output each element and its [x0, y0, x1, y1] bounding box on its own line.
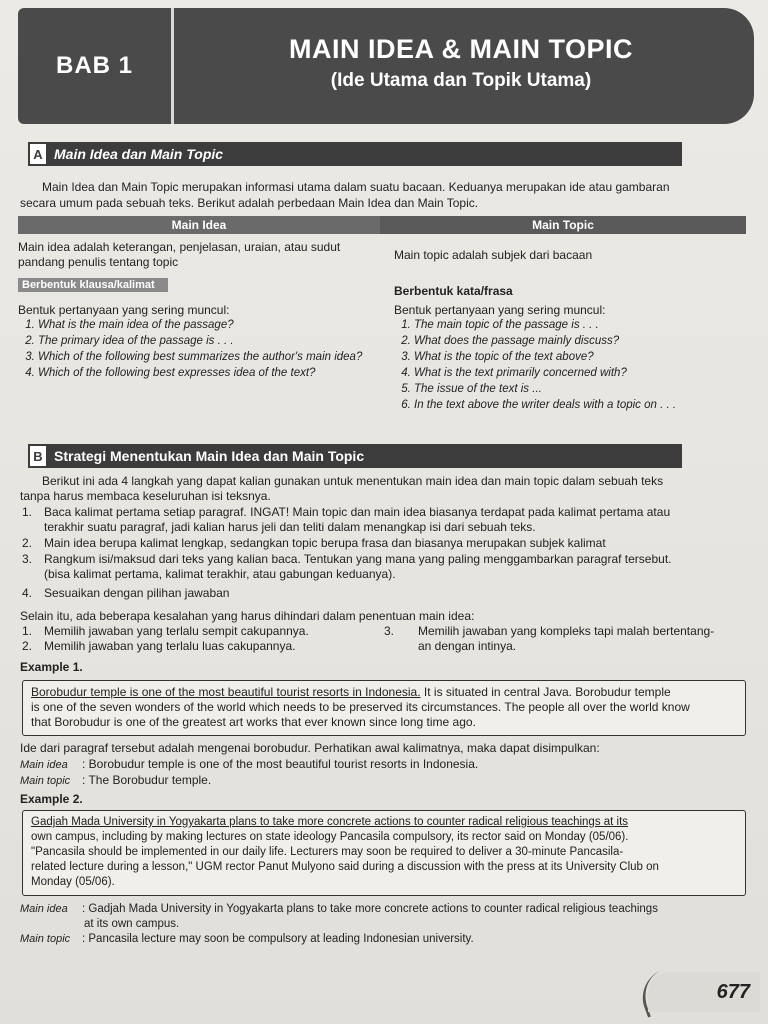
example-2-line-1: Gadjah Mada University in Yogyakarta plans to take more concrete actions to counter radical religious teachings at its	[31, 816, 629, 828]
example-1-box	[22, 680, 746, 736]
example-2-box	[22, 810, 746, 896]
step-3-line-1: Rangkum isi/maksud dari teks yang kalian baca. Tentukan yang mana yang paling menggambarkan paragraf tersebut.	[44, 552, 672, 566]
def-main-topic: Main topic adalah subjek dari bacaan	[394, 248, 593, 262]
question-item: 5. The issue of the text is ...	[414, 382, 746, 397]
example-2-label: Example 2.	[20, 792, 83, 806]
questions-main-idea	[18, 303, 380, 414]
mistake-3-line-2: an dengan intinya.	[418, 639, 517, 653]
section-a-intro-2: secara umum pada sebuah teks. Berikut adalah perbedaan Main Idea dan Main Topic.	[20, 196, 479, 210]
example-2-main-topic: Main topic : Pancasila lecture may soon be compulsory at leading Indonesian university.	[20, 933, 474, 945]
section-title: Strategi Menentukan Main Idea dan Main Topic	[54, 448, 365, 464]
step-4: Sesuaikan dengan pilihan jawaban	[44, 586, 230, 600]
mistakes-intro: Selain itu, ada beberapa kesalahan yang harus dihindari dalam penentuan main idea:	[20, 609, 475, 623]
section-letter: A	[28, 142, 48, 166]
question-item: 1. What is the main idea of the passage?	[38, 318, 380, 333]
table-head-main-idea: Main Idea	[18, 216, 380, 234]
section-b-header	[28, 444, 682, 468]
question-list-right	[414, 318, 746, 413]
question-item: 4. Which of the following best expresses idea of the text?	[38, 366, 380, 381]
example-2-line-5: Monday (05/06).	[31, 876, 115, 888]
question-item: 3. Which of the following best summarizes the author's main idea?	[38, 350, 380, 365]
mistake-3-line-1: Memilih jawaban yang kompleks tapi malah bertentang-	[418, 624, 715, 638]
section-letter: B	[28, 444, 48, 468]
question-item: 2. The primary idea of the passage is . . .	[38, 334, 380, 349]
table-head-main-topic: Main Topic	[380, 216, 746, 234]
section-a-header	[28, 142, 682, 166]
question-list-left	[38, 318, 380, 381]
form-main-idea: Berbentuk klausa/kalimat	[18, 278, 168, 292]
chapter-banner	[18, 8, 754, 124]
question-item: 4. What is the text primarily concerned with?	[414, 366, 746, 381]
table-row-form	[18, 278, 746, 299]
example-2-main-idea: Main idea : Gadjah Mada University in Yogyakarta plans to take more concrete actions to counter radical religious teachings	[20, 903, 658, 915]
def-main-idea: Main idea adalah keterangan, penjelasan, uraian, atau sudut pandang penulis tentang topic	[18, 240, 341, 269]
example-2-main-idea-cont: at its own campus.	[84, 918, 180, 930]
table-row-questions	[18, 303, 746, 414]
step-1-line-2: terakhir suatu paragraf, jadi kalian harus jeli dan teliti dalam menangkap isi dari sebuah teks.	[44, 520, 536, 534]
section-b-intro-2: tanpa harus membaca keseluruhan isi teksnya.	[20, 489, 271, 503]
question-item: 2. What does the passage mainly discuss?	[414, 334, 746, 349]
chapter-subtitle: (Ide Utama dan Topik Utama)	[330, 70, 592, 91]
textbook-page: BAB 1 MAIN IDEA & MAIN TOPIC (Ide Utama dan Topik Utama) A Main Idea dan Main Topic Main Idea dan Main Topic merupakan informasi utama dalam suatu bacaan. Keduanya merupakan ide atau gambaran secara umum pada sebuah teks. Berikut adalah perbedaan Main Idea dan Main Topic. Main Idea Main Topic Main idea adalah keterangan, penjelasan, uraian, atau sudut pandang penulis tentang topic Main topic adalah subjek dari bacaan Berbentuk klausa/kalimat Berbentuk kata/frasa Bentuk pertanyaan yang sering muncul: 1. What is the main idea of the passage? 2. The primary idea of the passage is . . . 3. Which of the following best summarizes the author's main idea? 4. Which of the following best expresses idea of the text? Bentuk pertanyaan yang sering muncul: 1. The main topic of the passage is . . . 2. What does the passage mainly discuss? 3. What is the topic of the text above? 4. What is the text primarily concerned with? 5. The issue of the text is ... 6. In the text above the writer deals with a topic on . . . B Strategi Menentukan Main Idea dan Main Topic Berikut ini ada 4 langkah yang dapat kalian gunakan untuk menentukan main idea dan main topic dalam sebuah teks tanpa harus membaca keseluruhan isi teksnya. 1. Baca kalimat pertama setiap paragraf. INGAT! Main topic dan main idea biasanya terdapat pada kalimat pertama atau terakhir suatu paragraf, jadi kalian harus jeli dan teliti dalam menangkap isi dari sebuah teks. 2. Main idea berupa kalimat lengkap, sedangkan topic berupa frasa dan biasanya merupakan subjek kalimat 3. Rangkum isi/maksud dari teks yang kalian baca. Tentukan yang mana yang paling menggambarkan paragraf tersebut. (bisa kalimat pertama, kalimat terakhir, atau gabungan keduanya). 4. Sesuaikan dengan pilihan jawaban Selain itu, ada beberapa kesalahan yang harus dihindari dalam penentuan main idea: 1. Memilih jawaban yang terlalu sempit cakupannya. 2. Memilih jawaban yang terlalu luas cakupannya. 3. Memilih jawaban yang kompleks tapi malah bertentang- an dengan intinya. Example 1. Borobudur temple is one of the most beautiful tourist resorts in Indonesia. It is situated in central Java. Borobudur temple is one of the seven wonders of the world which needs to be preserved its circumstances. The people all over the world know that Borobudur is one of the greatest art works that ever known since long time ago. Ide dari paragraf tersebut adalah mengenai borobudur. Perhatikan awal kalimatnya, maka dapat disimpulkan: Main idea : Borobudur temple is one of the most beautiful tourist resorts in Indonesia. Main topic : The Borobudur temple. Example 2. Gadjah Mada University in Yogyakarta plans to take more concrete actions to counter radical religious teachings at its own campus, including by making lectures on state ideology Pancasila compulsory, its rector said on Monday (05/06). "Pancasila should be implemented in our daily life. Lecturers may soon be required to deliver a 30-minute Pancasila- related lecture during a lesson," UGM rector Panut Mulyono said during a discussion with the press at its University Club on Monday (05/06). Main idea : Gadjah Mada University in Yogyakarta plans to take more concrete actions to counter radical religious teachings at its own campus. Main topic : Pancasila lecture may soon be compulsory at leading Indonesian university. 677	[0, 0, 768, 1024]
mistake-1: Memilih jawaban yang terlalu sempit cakupannya.	[44, 624, 309, 638]
form-main-topic: Berbentuk kata/frasa	[394, 284, 513, 298]
example-1-conclusion: Ide dari paragraf tersebut adalah mengenai borobudur. Perhatikan awal kalimatnya, maka dapat disimpulkan:	[20, 741, 600, 755]
step-1-line-1: Baca kalimat pertama setiap paragraf. INGAT! Main topic dan main idea biasanya terdapat pada kalimat pertama atau	[44, 505, 671, 519]
example-1-line-1: Borobudur temple is one of the most beautiful tourist resorts in Indonesia. It is situated in central Java. Borobudur temple	[31, 685, 671, 699]
question-item: 6. In the text above the writer deals with a topic on . . .	[414, 398, 746, 413]
example-1-line-2: is one of the seven wonders of the world which needs to be preserved its circumstances. The people all over the world know	[31, 700, 690, 714]
table-header-row	[18, 216, 746, 234]
table-row-definition	[18, 240, 746, 270]
step-2: Main idea berupa kalimat lengkap, sedangkan topic berupa frasa dan biasanya merupakan subjek kalimat	[44, 536, 606, 550]
example-1-main-idea: Main idea : Borobudur temple is one of the most beautiful tourist resorts in Indonesia.	[20, 757, 479, 771]
example-1-line-3: that Borobudur is one of the greatest art works that ever known since long time ago.	[31, 715, 476, 729]
example-1-main-topic: Main topic : The Borobudur temple.	[20, 773, 212, 787]
section-title: Main Idea dan Main Topic	[54, 146, 224, 162]
q-intro-right: Bentuk pertanyaan yang sering muncul:	[394, 303, 606, 317]
q-intro-left: Bentuk pertanyaan yang sering muncul:	[18, 303, 230, 317]
chapter-title: MAIN IDEA & MAIN TOPIC	[288, 34, 633, 64]
questions-main-topic	[380, 303, 746, 414]
comparison-table	[18, 216, 746, 414]
section-b-intro-1: Berikut ini ada 4 langkah yang dapat kalian gunakan untuk menentukan main idea dan main topic dalam sebuah teks	[42, 474, 664, 488]
example-2-line-2: own campus, including by making lectures on state ideology Pancasila compulsory, its rector said on Monday (05/06).	[31, 831, 629, 843]
section-a-intro-1: Main Idea dan Main Topic merupakan informasi utama dalam suatu bacaan. Keduanya merupakan ide atau gambaran	[42, 180, 670, 194]
question-item: 3. What is the topic of the text above?	[414, 350, 746, 365]
example-1-label: Example 1.	[20, 660, 83, 674]
page-number: 677	[648, 972, 760, 1012]
example-2-line-4: related lecture during a lesson," UGM rector Panut Mulyono said during a discussion with the press at its University Club on	[31, 861, 659, 873]
example-2-line-3: "Pancasila should be implemented in our daily life. Lecturers may soon be required to deliver a 30-minute Pancasila-	[31, 846, 624, 858]
question-item: 1. The main topic of the passage is . . .	[414, 318, 746, 333]
example-1-main-sentence: Borobudur temple is one of the most beautiful tourist resorts in Indonesia.	[31, 685, 421, 699]
mistake-2: Memilih jawaban yang terlalu luas cakupannya.	[44, 639, 296, 653]
chapter-label: BAB 1	[18, 8, 174, 124]
step-3-line-2: (bisa kalimat pertama, kalimat terakhir, atau gabungan keduanya).	[44, 567, 396, 581]
